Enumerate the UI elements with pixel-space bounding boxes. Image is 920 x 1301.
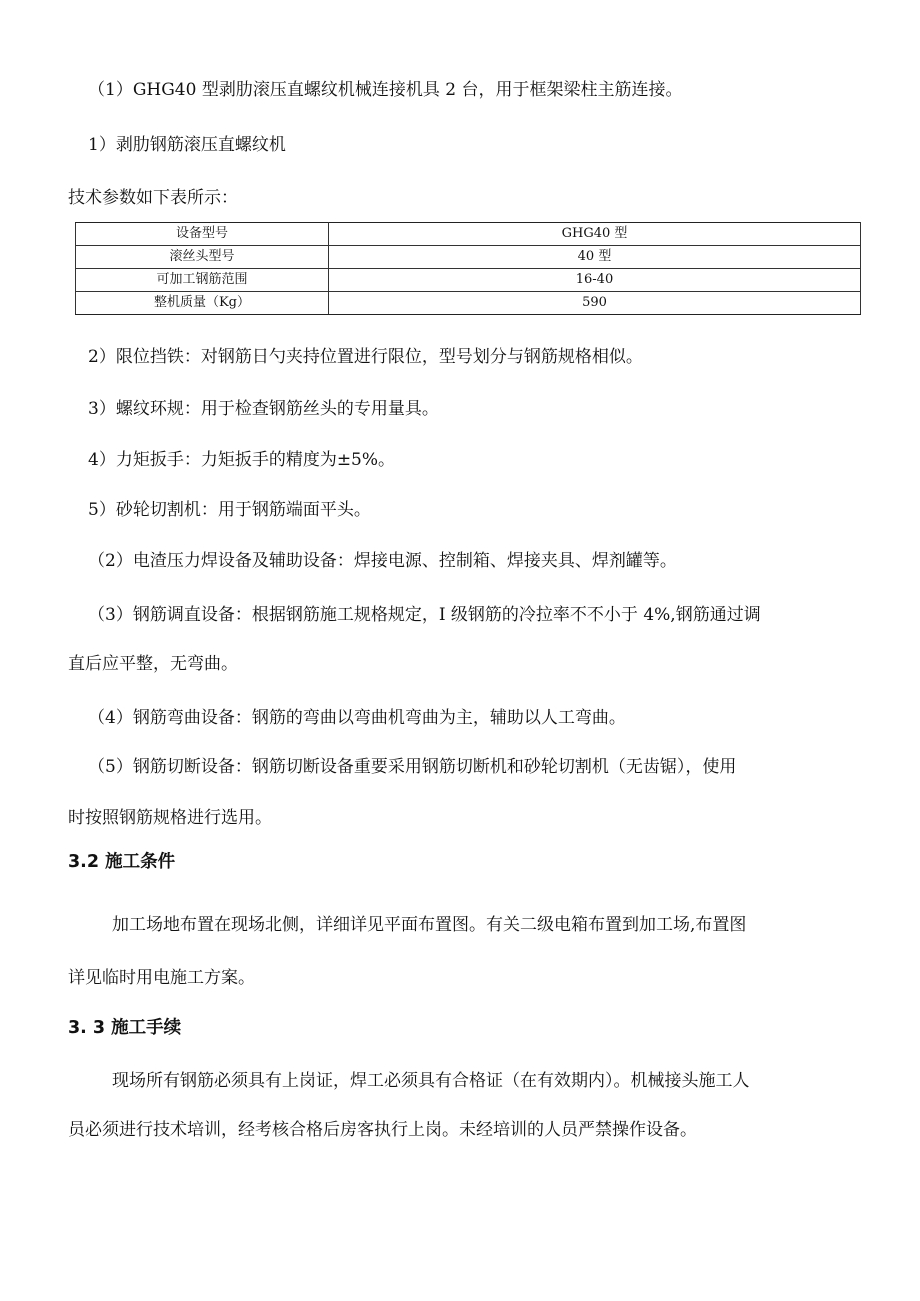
table-cell-label: 设备型号 <box>76 223 329 246</box>
equipment-item-4: （4）钢筋弯曲设备：钢筋的弯曲以弯曲机弯曲为主，辅助以人工弯曲。 <box>88 708 626 728</box>
table-cell-value: GHG40 型 <box>329 223 861 246</box>
equipment-item-3-line-1: （3）钢筋调直设备：根据钢筋施工规格规定，I 级钢筋的冷拉率不不小于 4%,钢筋通过调 <box>88 605 761 625</box>
section-3-3-heading: 3. 3 施工手续 <box>68 1018 182 1038</box>
equipment-item-1-sub-1: 1）剥肋钢筋滚压直螺纹机 <box>88 135 286 155</box>
table-row <box>76 292 861 315</box>
table-row <box>76 223 861 246</box>
table-cell-label: 滚丝头型号 <box>76 246 329 269</box>
table-cell-value: 590 <box>329 292 861 315</box>
section-3-2-paragraph-line-1: 加工场地布置在现场北侧，详细详见平面布置图。有关二级电箱布置到加工场,布置图 <box>112 915 747 935</box>
table-row <box>76 269 861 292</box>
table-row <box>76 246 861 269</box>
equipment-sub-4: 4）力矩扳手：力矩扳手的精度为±5%。 <box>88 450 396 470</box>
table-cell-label: 可加工钢筋范围 <box>76 269 329 292</box>
equipment-sub-2: 2）限位挡铁：对钢筋日勺夹持位置进行限位，型号划分与钢筋规格相似。 <box>88 347 643 367</box>
equipment-item-2: （2）电渣压力焊设备及辅助设备：焊接电源、控制箱、焊接夹具、焊剂罐等。 <box>88 551 677 571</box>
equipment-item-5-line-2: 时按照钢筋规格进行选用。 <box>68 808 272 828</box>
equipment-item-1: （1）GHG40 型剥肋滚压直螺纹机械连接机具 2 台，用于框架梁柱主筋连接。 <box>88 80 683 100</box>
section-3-3-paragraph-line-2: 员必须进行技术培训，经考核合格后房客执行上岗。未经培训的人员严禁操作设备。 <box>68 1120 697 1140</box>
equipment-item-3-line-2: 直后应平整，无弯曲。 <box>68 654 238 674</box>
equipment-item-5-line-1: （5）钢筋切断设备：钢筋切断设备重要采用钢筋切断机和砂轮切割机（无齿锯），使用 <box>88 757 737 777</box>
section-3-2-paragraph-line-2: 详见临时用电施工方案。 <box>68 968 255 988</box>
table-cell-value: 40 型 <box>329 246 861 269</box>
table-cell-value: 16-40 <box>329 269 861 292</box>
section-3-2-heading: 3.2 施工条件 <box>68 852 176 872</box>
technical-parameters-table <box>75 222 861 315</box>
equipment-sub-3: 3）螺纹环规：用于检查钢筋丝头的专用量具。 <box>88 399 439 419</box>
table-cell-label: 整机质量（Kg） <box>76 292 329 315</box>
table-intro: 技术参数如下表所示： <box>68 188 238 208</box>
section-3-3-paragraph-line-1: 现场所有钢筋必须具有上岗证，焊工必须具有合格证（在有效期内）。机械接头施工人 <box>112 1071 750 1091</box>
equipment-sub-5: 5）砂轮切割机：用于钢筋端面平头。 <box>88 500 371 520</box>
